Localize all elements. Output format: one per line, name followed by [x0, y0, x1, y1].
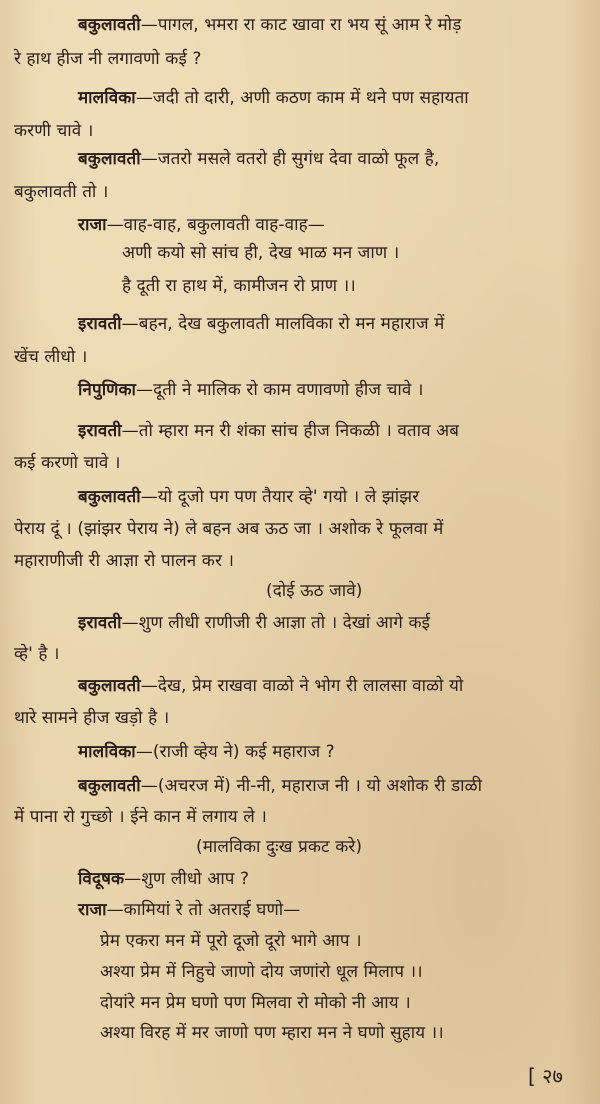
speaker-name: राजा	[78, 215, 107, 235]
line-text: महाराणीजी री आज्ञा रो पालन कर ।	[14, 551, 235, 571]
line-text: व्हे' है ।	[14, 644, 60, 664]
dialogue-line	[14, 707, 169, 729]
line-text: —कामियां रे तो अतराई घणो—	[106, 900, 301, 920]
speaker-name: बकुलावती	[78, 676, 141, 696]
line-text: अश्या विरह में मर जाणो पण म्हारा मन ने घणो सुहाय ।।	[100, 1023, 444, 1043]
speaker-name: बकुलावती	[78, 487, 141, 507]
dialogue-line	[14, 48, 202, 70]
line-text: करणी चावे ।	[14, 121, 94, 141]
line-text: दोयांरे मन प्रेम घणो पण मिलवा रो मोको नी आय ।	[100, 993, 411, 1013]
line-text: अणी कयो सो सांच ही, देख भाळ मन जाण ।	[122, 243, 400, 263]
line-text: (दोई ऊठ जावे)	[266, 581, 363, 601]
line-text: —शुण लीधो आप ?	[124, 869, 250, 889]
dialogue-line	[78, 379, 424, 401]
line-text: —देख, प्रेम राखवा वाळो ने भोग री लालसा वाळो यो	[140, 676, 464, 696]
line-text: —जतरो मसले वतरो ही सुगंध देवा वाळो फूल है,	[140, 149, 440, 169]
line-text: खेंच लीधो ।	[14, 347, 88, 367]
speaker-name: बकुलावती	[78, 15, 141, 35]
verse-line	[100, 961, 423, 983]
dialogue-line	[78, 868, 249, 890]
line-text: —बहन, देख बकुलावती मालविका रो मन महाराज में	[121, 314, 445, 334]
speaker-name: मालविका	[78, 742, 136, 762]
verse-line	[122, 242, 399, 264]
line-text: —पागल, भमरा रा काट खावा रा भय सूं आम रे मोड़	[140, 15, 462, 35]
dialogue-line	[14, 518, 443, 540]
dialogue-line	[78, 214, 325, 236]
speaker-name: निपुणिका	[78, 380, 137, 400]
speaker-name: राजा	[78, 900, 107, 920]
dialogue-line	[78, 14, 461, 36]
dialogue-line	[14, 643, 60, 665]
stage-direction	[266, 580, 363, 602]
dialogue-line	[78, 486, 419, 508]
dialogue-line	[14, 550, 234, 572]
dialogue-line	[14, 452, 121, 474]
dialogue-line	[78, 148, 439, 170]
verse-line	[100, 1022, 444, 1044]
line-text: कई करणो चावे ।	[14, 453, 121, 473]
dialogue-line	[78, 775, 482, 797]
stage-direction	[196, 836, 362, 858]
speaker-name: विदूषक	[78, 869, 125, 889]
speaker-name: इरावती	[78, 314, 122, 334]
dialogue-line	[78, 420, 459, 442]
dialogue-line	[14, 346, 87, 368]
dialogue-line	[14, 120, 93, 142]
line-text: प्रेम एकरा मन में पूरो दूजो दूरो भागे आप ।	[100, 931, 362, 951]
dialogue-line	[78, 899, 300, 921]
dialogue-line	[78, 741, 335, 763]
line-text: —जदी तो दारी, अणी कठण काम में थने पण सहायता	[135, 88, 469, 108]
speaker-name: मालविका	[78, 88, 136, 108]
line-text: (मालविका दुःख प्रकट करे)	[196, 837, 363, 857]
line-text: —(अचरज में) नी-नी, महाराज नी । यो अशोक री डाळी	[140, 776, 483, 796]
dialogue-line	[78, 612, 430, 634]
dialogue-line	[14, 806, 267, 828]
speaker-name: बकुलावती	[78, 149, 141, 169]
verse-line	[122, 275, 356, 297]
line-text: में पाना रो गुच्छो । ईने कान में लगाय ले ।	[14, 807, 267, 827]
line-text: —वाह-वाह, बकुलावती वाह-वाह—	[106, 215, 325, 235]
line-text: अश्या प्रेम में निहुचे जाणो दोय जणांरो धूल मिलाप ।।	[100, 962, 423, 982]
line-text: है दूती रा हाथ में, कामीजन रो प्राण ।।	[122, 276, 356, 296]
dialogue-line	[78, 87, 469, 109]
line-text: —यो दूजो पग पण तैयार व्हे' गयो । ले झांझर	[140, 487, 420, 507]
dialogue-line	[78, 675, 463, 697]
line-text: —(राजी व्हेय ने) कई महाराज ?	[135, 742, 335, 762]
dialogue-line	[14, 181, 108, 203]
line-text: —शुण लीधी राणीजी री आज्ञा तो । देखां आगे कई	[121, 613, 431, 633]
line-text: रे हाथ हीज नी लगावणो कई ?	[14, 49, 202, 69]
verse-line	[100, 992, 411, 1014]
page-number: [ २७	[528, 1064, 563, 1088]
line-text: —तो म्हारा मन री शंका सांच हीज निकळी । वताव अब	[121, 421, 460, 441]
line-text: —दूती ने मालिक रो काम वणावणो हीज चावे ।	[136, 380, 424, 400]
speaker-name: इरावती	[78, 421, 122, 441]
speaker-name: बकुलावती	[78, 776, 141, 796]
verse-line	[100, 930, 362, 952]
dialogue-line	[78, 313, 444, 335]
line-text: बकुलावती तो ।	[14, 182, 109, 202]
speaker-name: इरावती	[78, 613, 122, 633]
line-text: पेराय दूं । (झांझर पेराय ने) ले बहन अब ऊठ जा । अशोक रे फूलवा में	[14, 519, 444, 539]
line-text: थारे सामने हीज खड़ो है ।	[14, 708, 170, 728]
